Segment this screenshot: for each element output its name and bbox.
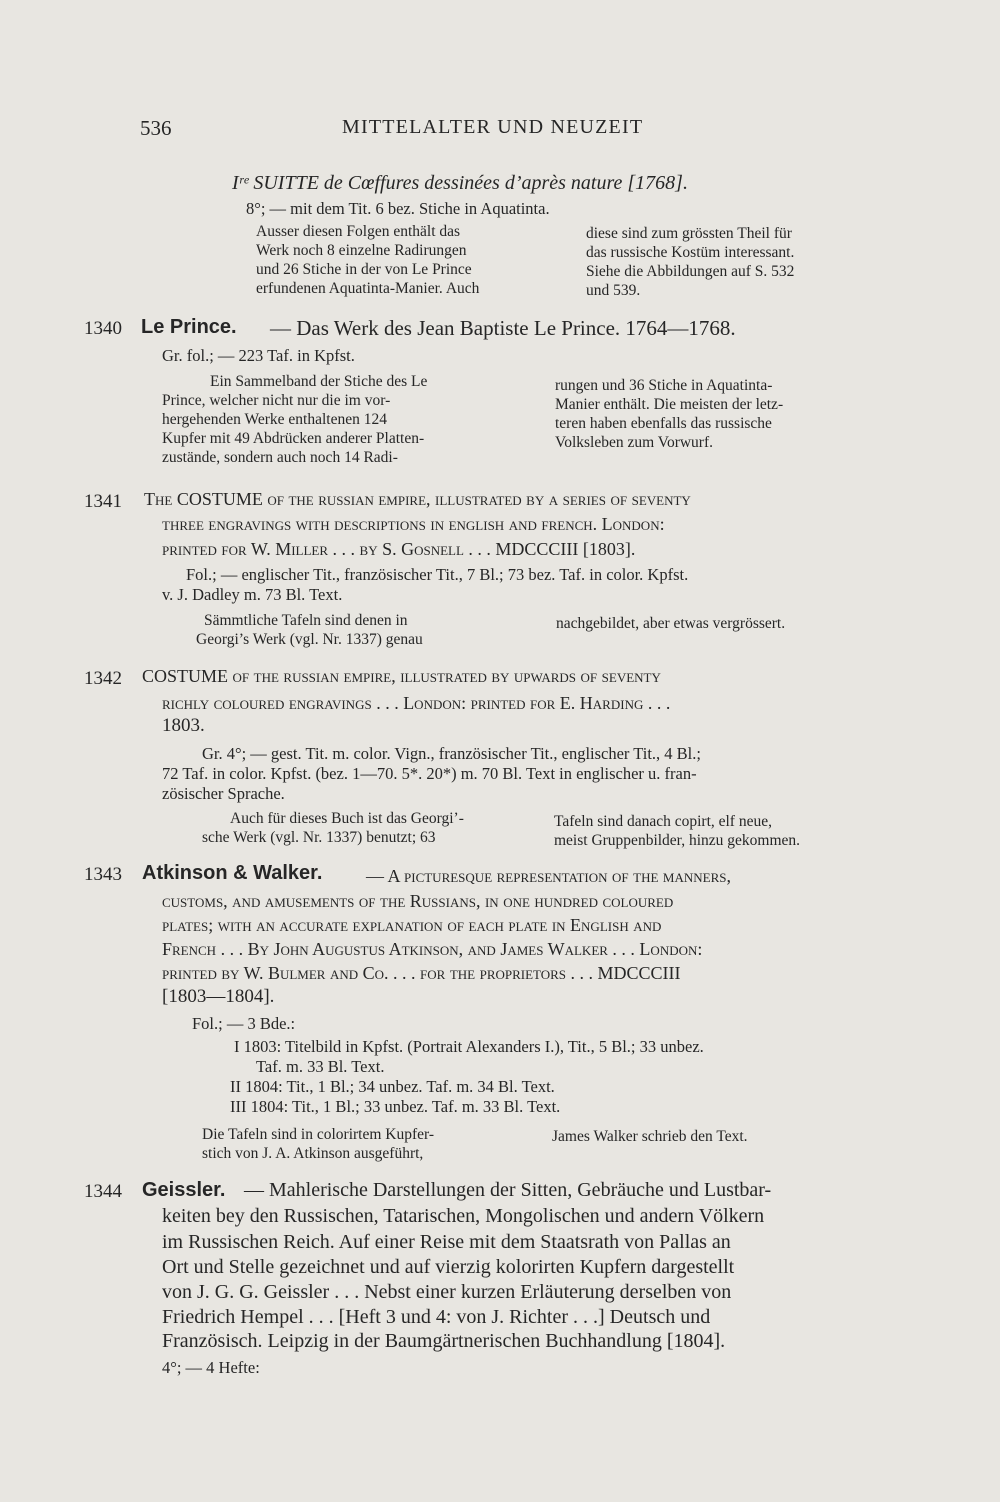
entry-title-line: three engravings with descriptions in english and french. London: <box>162 514 665 534</box>
entry-note-left <box>162 372 528 467</box>
note-line: Die Tafeln sind in colorirtem Kupfer- <box>202 1126 435 1143</box>
entry-note-right <box>554 812 882 850</box>
entry-number: 1343 <box>84 864 122 885</box>
note-line: Prince, welcher nicht nur die im vor- <box>162 392 391 409</box>
entry-meta-line: v. J. Dadley m. 73 Bl. Text. <box>162 585 343 604</box>
volume-line: II 1804: Tit., 1 Bl.; 34 unbez. Taf. m. 34 Bl. Text. <box>230 1077 555 1096</box>
entry-title-line: COSTUME of the russian empire, illustrated by upwards of seventy <box>142 666 661 686</box>
note-line: Ein Sammelband der Stiche des Le <box>210 373 428 390</box>
volume-line: Taf. m. 33 Bl. Text. <box>256 1057 385 1076</box>
entry-title-line: — A picturesque representation of the manners, <box>366 866 731 886</box>
note-line: Tafeln sind danach copirt, elf neue, <box>554 813 772 830</box>
volume-line: I 1803: Titelbild in Kpfst. (Portrait Alexanders I.), Tit., 5 Bl.; 33 unbez. <box>234 1037 704 1056</box>
cont-title: Iʳᵉ SUITTE de Cœffures dessinées d’après nature [1768]. <box>232 172 688 194</box>
entry-title-line: customs, and amusements of the Russians, in one hundred coloured <box>162 891 674 911</box>
note-line: Georgi’s Werk (vgl. Nr. 1337) genau <box>196 631 423 648</box>
entry-title-line: im Russischen Reich. Auf einer Reise mit dem Staatsrath von Pallas an <box>162 1231 731 1253</box>
entry-number: 1342 <box>84 668 122 689</box>
running-title: MITTELALTER UND NEUZEIT <box>342 116 644 138</box>
note-line: Manier enthält. Die meisten der letz- <box>555 396 784 413</box>
entry-note-left <box>202 809 528 847</box>
entry-title-line: Friedrich Hempel . . . [Heft 3 und 4: von J. Richter . . .] Deutsch und <box>162 1306 711 1328</box>
entry-note-left <box>196 611 530 649</box>
note-line: James Walker schrieb den Text. <box>552 1128 748 1145</box>
entry-title: — Das Werk des Jean Baptiste Le Prince. 1764—1768. <box>270 316 736 340</box>
cont-note-right <box>586 224 884 300</box>
note-line: Auch für dieses Buch ist das Georgi’- <box>230 810 464 827</box>
entry-meta: Fol.; — 3 Bde.: <box>192 1014 296 1033</box>
note-line: hergehenden Werke enthaltenen 124 <box>162 411 387 428</box>
entry-number: 1344 <box>84 1181 122 1202</box>
cont-meta: 8°; — mit dem Tit. 6 bez. Stiche in Aquatinta. <box>246 199 550 218</box>
note-line: Volksleben zum Vorwurf. <box>555 434 714 451</box>
note-line: und 539. <box>586 282 641 299</box>
page-number: 536 <box>140 116 172 140</box>
note-line: und 26 Stiche in der von Le Prince <box>256 261 472 278</box>
note-line: Sämmtliche Tafeln sind denen in <box>204 612 408 629</box>
entry-title-line: Ort und Stelle gezeichnet und auf vierzig kolorirten Kupfern dargestellt <box>162 1256 735 1278</box>
entry-author: Le Prince. <box>141 316 237 338</box>
entry-title-line: Französisch. Leipzig in der Baumgärtnerischen Buchhandlung [1804]. <box>162 1330 726 1352</box>
entry-note-left <box>202 1125 528 1163</box>
entry-meta-line: Fol.; — englischer Tit., französischer Tit., 7 Bl.; 73 bez. Taf. in color. Kpfst. <box>186 565 689 584</box>
note-line: meist Gruppenbilder, hinzu gekommen. <box>554 832 801 849</box>
note-line: Werk noch 8 einzelne Radirungen <box>256 242 467 259</box>
entry-number: 1341 <box>84 491 122 512</box>
entry-title-line: von J. G. G. Geissler . . . Nebst einer kurzen Erläuterung derselben von <box>162 1281 732 1303</box>
entry-note-right <box>556 614 886 633</box>
entry-author: Geissler. <box>142 1179 226 1201</box>
entry-title-line: keiten bey den Russischen, Tatarischen, Mongolischen und andern Völkern <box>162 1205 765 1227</box>
note-line: Ausser diesen Folgen enthält das <box>256 223 461 240</box>
note-line: nachgebildet, aber etwas vergrössert. <box>556 615 786 632</box>
cont-note-left <box>256 222 556 298</box>
entry-title-line: 1803. <box>162 715 205 736</box>
note-line: das russische Kostüm interessant. <box>586 244 795 261</box>
entry-title-line: richly coloured engravings . . . London: printed for E. Harding . . . <box>162 693 671 713</box>
entry-note-right <box>555 376 885 452</box>
entry-meta-line: Gr. 4°; — gest. Tit. m. color. Vign., französischer Tit., englischer Tit., 4 Bl.; <box>202 744 701 763</box>
entry-meta-line: zösischer Sprache. <box>162 784 285 803</box>
entry-title-line: printed by W. Bulmer and Co. . . . for the proprietors . . . MDCCCIII <box>162 963 681 983</box>
entry-title-line: plates; with an accurate explanation of each plate in English and <box>162 915 662 935</box>
note-line: erfundenen Aquatinta-Manier. Auch <box>256 280 480 297</box>
entry-meta-line: 72 Taf. in color. Kpfst. (bez. 1—70. 5*. 20*) m. 70 Bl. Text in englischer u. fran- <box>162 764 697 783</box>
entry-number: 1340 <box>84 318 122 339</box>
entry-meta: Gr. fol.; — 223 Taf. in Kpfst. <box>162 346 355 365</box>
entry-title-line: [1803—1804]. <box>162 986 275 1007</box>
entry-meta: 4°; — 4 Hefte: <box>162 1358 260 1377</box>
note-line: sche Werk (vgl. Nr. 1337) benutzt; 63 <box>202 829 436 846</box>
entry-author: Atkinson & Walker. <box>142 862 323 884</box>
entry-title-line: printed for W. Miller . . . by S. Gosnell . . . MDCCCIII [1803]. <box>162 539 636 559</box>
entry-title-line: — Mahlerische Darstellungen der Sitten, Gebräuche und Lustbar- <box>244 1179 772 1201</box>
volume-line: III 1804: Tit., 1 Bl.; 33 unbez. Taf. m. 33 Bl. Text. <box>230 1097 561 1116</box>
entry-note-right <box>552 1127 882 1146</box>
note-line: zustände, sondern auch noch 14 Radi- <box>162 449 398 466</box>
note-line: rungen und 36 Stiche in Aquatinta- <box>555 377 773 394</box>
note-line: stich von J. A. Atkinson ausgeführt, <box>202 1145 424 1162</box>
note-line: teren haben ebenfalls das russische <box>555 415 772 432</box>
entry-title-line: French . . . By John Augustus Atkinson, and James Walker . . . London: <box>162 939 703 959</box>
note-line: diese sind zum grössten Theil für <box>586 225 792 242</box>
note-line: Kupfer mit 49 Abdrücken anderer Platten- <box>162 430 425 447</box>
entry-title-line: The COSTUME of the russian empire, illustrated by a series of seventy <box>144 489 691 509</box>
note-line: Siehe die Abbildungen auf S. 532 <box>586 263 795 280</box>
